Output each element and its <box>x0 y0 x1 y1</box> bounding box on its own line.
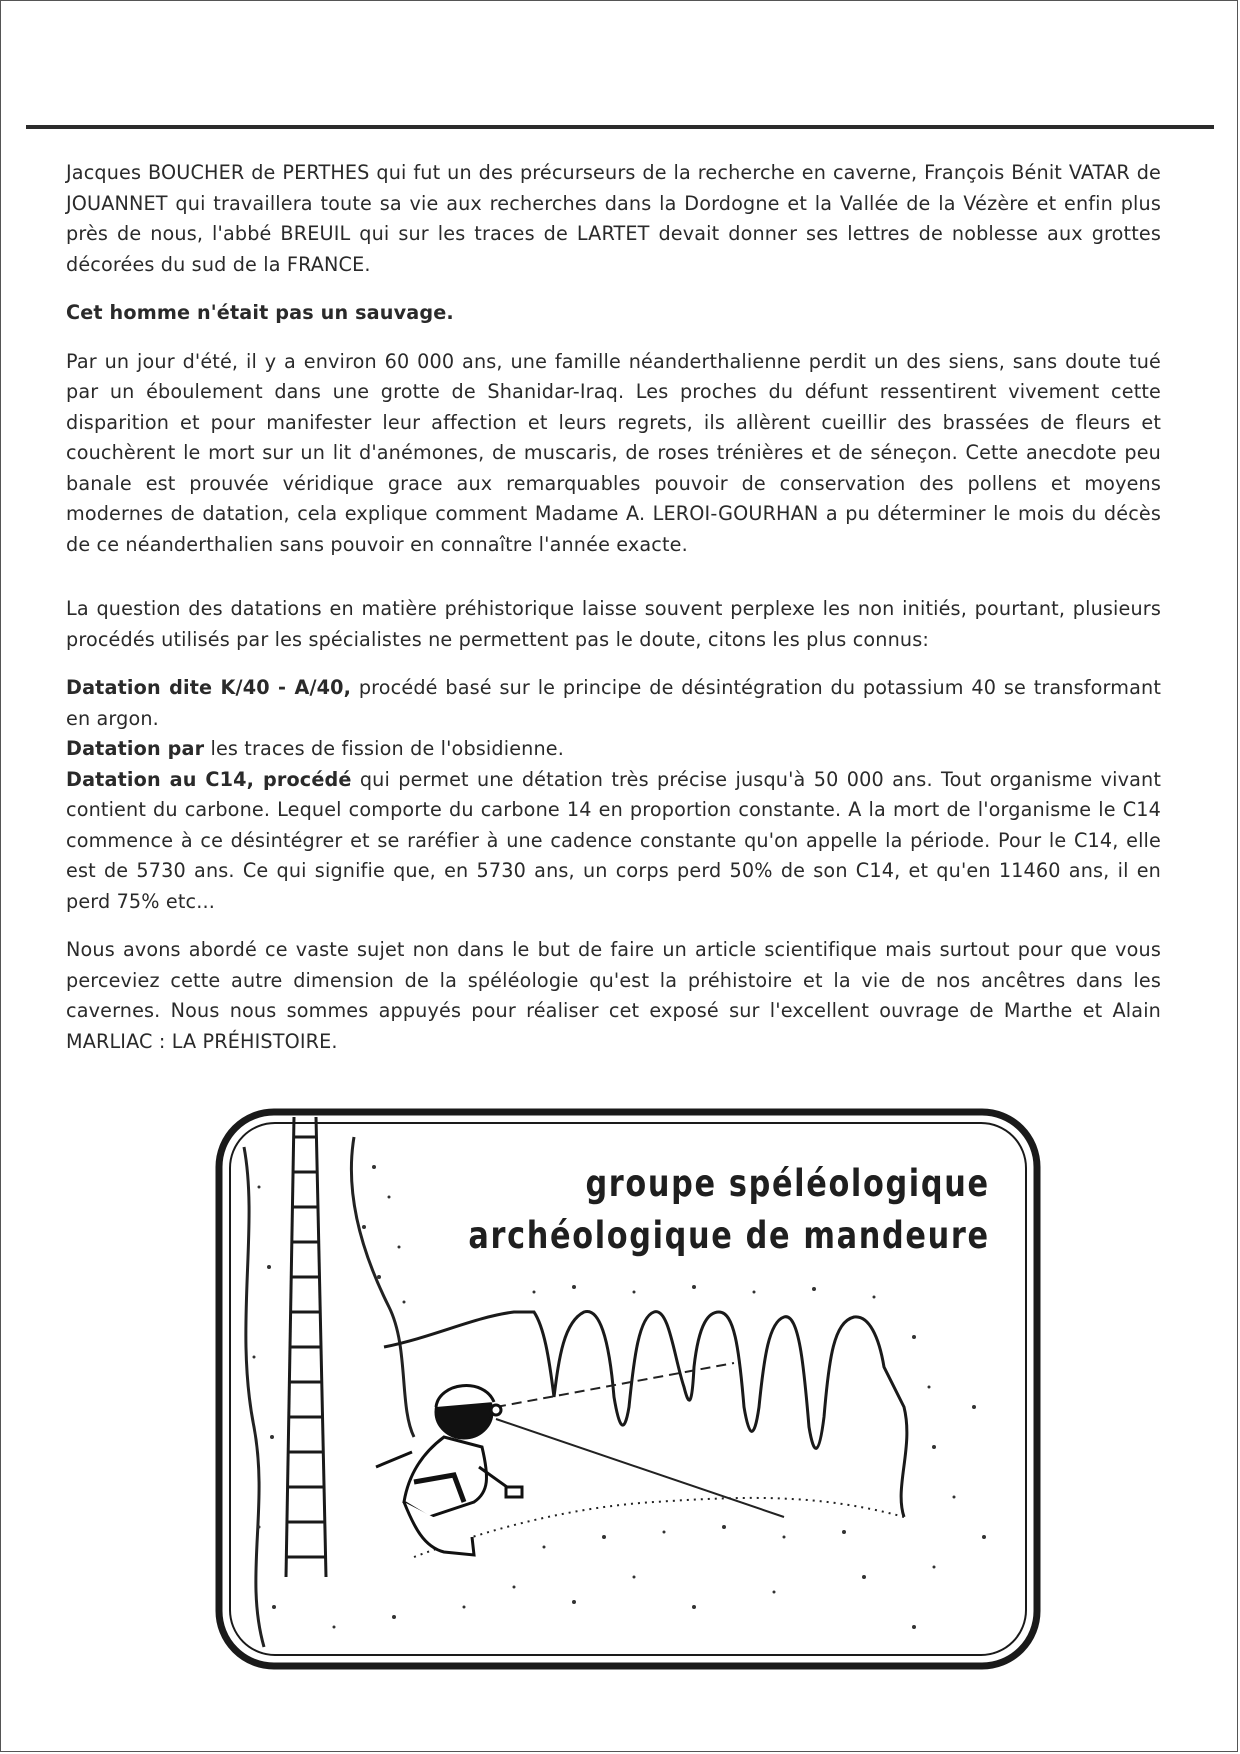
top-rule <box>26 125 1214 129</box>
paragraph-c14 <box>66 765 1161 918</box>
c14-label: Datation au C14, procédé <box>66 767 352 791</box>
logo-line-2: archéologique de mandeure <box>468 1214 990 1257</box>
lamp-beam-lower <box>496 1419 784 1517</box>
cave-wall-inner <box>351 1137 414 1437</box>
caver-figure <box>376 1386 522 1555</box>
paragraph-datation-intro: La question des datations en matière préhistorique laisse souvent perplexe les non initiés, pourtant, plusieurs procédés utilisés par les spécialistes ne permettent pas le doute, citons les plus connus: <box>66 597 1161 651</box>
k40-text: procédé basé sur le principe de désintégration du potassium 40 se transformant en argon. <box>66 676 1161 730</box>
paragraph-k40 <box>66 673 1161 734</box>
logo-line-1: groupe spéléologique <box>585 1162 990 1205</box>
article-body <box>66 158 1161 1075</box>
section-heading: Cet homme n'était pas un sauvage. <box>66 301 454 324</box>
k40-label: Datation dite K/40 - A/40, <box>66 676 352 699</box>
paragraph-conclusion: Nous avons abordé ce vaste sujet non dans le but de faire un article scientifique mais surtout pour que vous perceviez cette autre dimension de la spéléologie qu'est la préhistoire et la vie de nos ancêtres dans les cavernes. Nous nous sommes appuyés pour réaliser cet exposé sur l'excellent ouvrage de Marthe et Alain MARLIAC : LA PRÉHISTOIRE. <box>66 938 1161 1053</box>
cave-wall-left <box>244 1147 264 1647</box>
logo-title <box>469 1158 990 1262</box>
c14-text: qui permet une détation très précise jusqu'à 50 000 ans. Tout organisme vivant contient du carbone. Lequel comporte du carbone 14 en proportion constante. A la mort de l'organisme le C14 commence à ce désintégrer et se raréfier à une cadence constante qu'on appelle la période. Pour le C14, elle est de 5730 ans. Ce qui signifie que, en 5730 ans, un corps perd 50% de son C14, et qu'en 11460 ans, il en perd 75% etc... <box>66 767 1161 913</box>
paragraph-shanidar: Par un jour d'été, il y a environ 60 000 ans, une famille néanderthalienne perdit un des siens, sans doute tué par un éboulement dans une grotte de Shanidar-Iraq. Les proches du défunt ressentirent vivement cette disparition et pour manifester leur affection et leurs regrets, ils allèrent cueillir des brassées de fleurs et couchèrent le mort sur un lit d'anémones, de muscaris, de roses trénières et de séneçon. Cette anecdote peu banale est prouvée véridique grace aux remarquables pouvoir de conservation des pollens et moyens modernes de datation, cela explique comment Madame A. LEROI-GOURHAN a pu déterminer le mois du décès de ce néanderthalien sans pouvoir en connaître l'année exacte. <box>66 349 1161 556</box>
cave-floor <box>414 1498 904 1557</box>
paragraph-precursors: Jacques BOUCHER de PERTHES qui fut un des précurseurs de la recherche en caverne, François Bénit VATAR de JOUANNET qui travaillera toute sa vie aux recherches dans la Dordogne et la Vallée de la Vézère et enfin plus près de nous, l'abbé BREUIL qui sur les traces de LARTET devait donner ses lettres de noblesse aux grottes décorées du sud de la FRANCE. <box>66 161 1161 276</box>
paragraph-fission <box>66 734 1161 765</box>
fission-label: Datation par <box>66 737 205 760</box>
fission-text: les traces de fission de l'obsidienne. <box>204 737 564 760</box>
ladder <box>286 1117 326 1577</box>
